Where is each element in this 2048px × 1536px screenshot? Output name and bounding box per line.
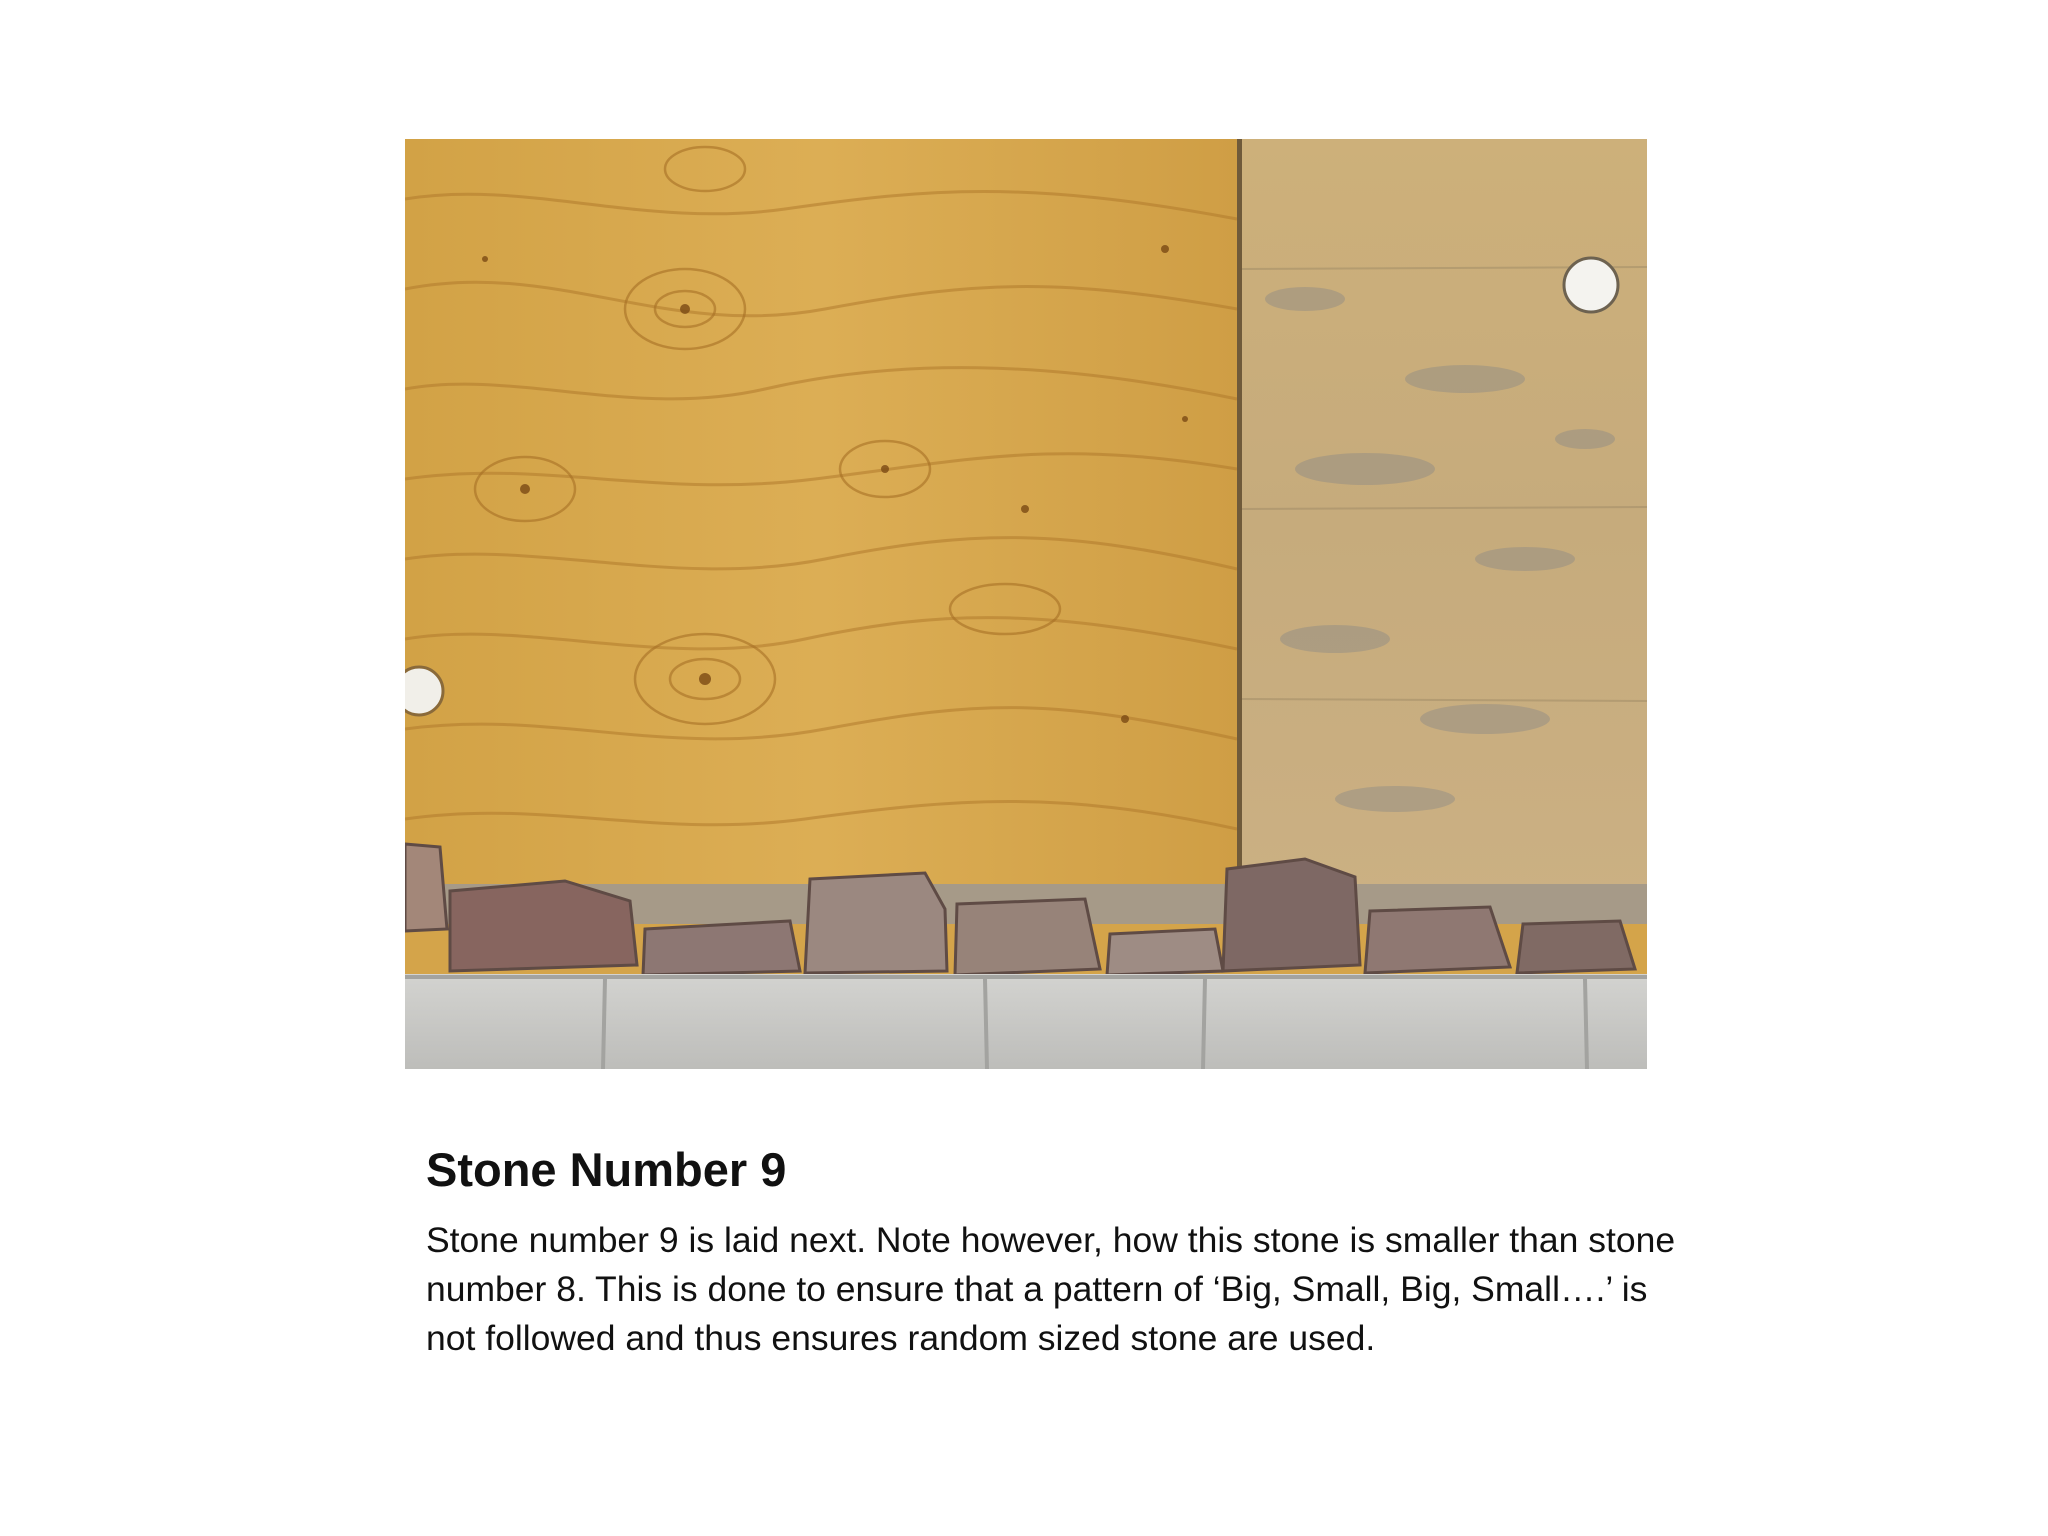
slide-body: Stone number 9 is laid next. Note however, how this stone is smaller than stone number 8. This is done to ensure that a pattern of ‘Big, Small, Big, Small….’ is not followed and thus ensures random sized stone are used. — [426, 1220, 1676, 1358]
stone-6 — [1107, 929, 1223, 975]
tie-hole-left — [405, 667, 443, 715]
stone-4 — [805, 873, 947, 973]
concrete-block-course — [405, 974, 1647, 1069]
formwork-stone-photo — [405, 139, 1647, 1069]
rammed-earth-panel — [1242, 139, 1647, 899]
plywood-panel — [405, 139, 1237, 899]
tie-hole-right — [1564, 258, 1618, 312]
caption — [426, 1140, 1676, 1363]
stone-2 — [450, 881, 637, 971]
stone-5 — [955, 899, 1100, 975]
stone-1 — [405, 844, 447, 931]
stone-7 — [1223, 859, 1360, 971]
slide-photo — [405, 139, 1647, 1069]
stone-9 — [1517, 921, 1635, 973]
stone-8 — [1365, 907, 1510, 973]
slide-title: Stone Number 9 — [426, 1143, 787, 1196]
stone-3 — [643, 921, 800, 975]
